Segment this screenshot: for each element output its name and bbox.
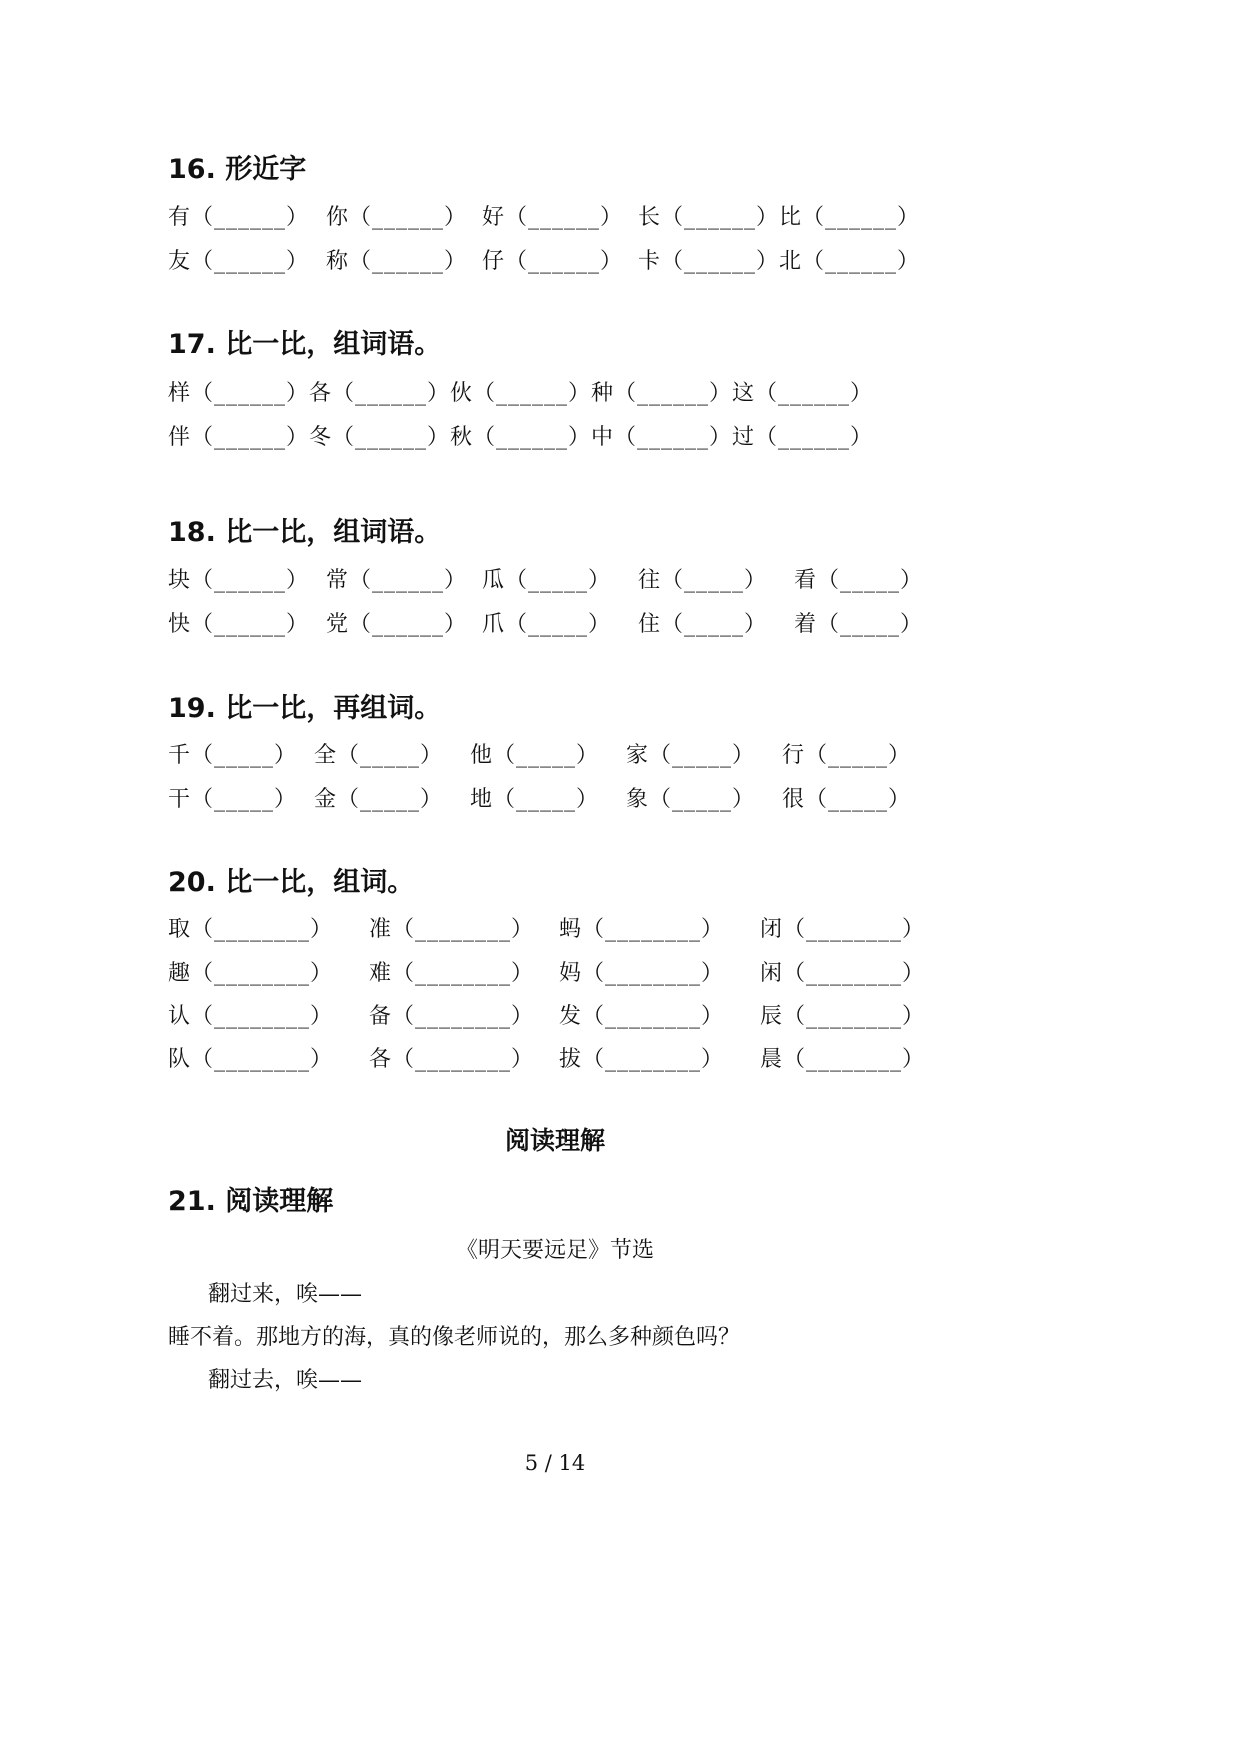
q18-item-2-5: 着（_____） — [794, 612, 924, 637]
q16-item-2-1: 友（______） — [168, 249, 310, 274]
q20-item-1-4: 闭（________） — [760, 917, 926, 942]
q18-item-2-1: 快（______） — [168, 612, 310, 637]
q19-item-2-3: 地（_____） — [470, 787, 600, 812]
q19-item-1-1: 千（_____） — [168, 743, 298, 768]
q20-item-3-2: 备（________） — [369, 1004, 535, 1029]
q20-item-4-3: 拔（________） — [559, 1047, 725, 1072]
passage-line-3: 翻过去，唉—— — [208, 1368, 363, 1393]
q20-item-4-4: 晨（________） — [760, 1047, 926, 1072]
q16-item-1-3: 好（______） — [482, 205, 624, 230]
q16-item-1-1: 有（______） — [168, 205, 310, 230]
q16-item-2-4: 卡（______）北（______） — [638, 249, 921, 274]
q19-item-1-5: 行（_____） — [782, 743, 912, 768]
q17-row-2: 伴（______）冬（______）秋（______）中（______）过（______） — [168, 425, 874, 450]
passage-title: 《明天要远足》节选 — [455, 1238, 654, 1263]
q19-item-2-2: 金（_____） — [314, 787, 444, 812]
passage-line-2: 睡不着。那地方的海，真的像老师说的，那么多种颜色吗？ — [168, 1325, 741, 1350]
q18-item-1-3: 瓜（_____） — [482, 568, 612, 593]
q19-item-1-3: 他（_____） — [470, 743, 600, 768]
q20-item-2-3: 妈（________） — [559, 961, 725, 986]
q17-row-1: 样（______）各（______）伙（______）种（______）这（______） — [168, 381, 874, 406]
q20-item-2-2: 难（________） — [369, 961, 535, 986]
q16-title: 16. 形近字 — [168, 154, 307, 185]
q18-item-2-4: 住（_____） — [638, 612, 768, 637]
page-number: 5 / 14 — [524, 1451, 586, 1475]
q19-item-2-5: 很（_____） — [782, 787, 912, 812]
q20-item-1-1: 取（________） — [168, 917, 334, 942]
q19-item-1-2: 全（_____） — [314, 743, 444, 768]
q18-item-1-5: 看（_____） — [794, 568, 924, 593]
q18-item-2-3: 爪（_____） — [482, 612, 612, 637]
q20-item-4-2: 各（________） — [369, 1047, 535, 1072]
q20-item-2-4: 闲（________） — [760, 961, 926, 986]
q19-item-2-4: 象（_____） — [626, 787, 756, 812]
q20-title: 20. 比一比，组词。 — [168, 867, 415, 898]
q21-title: 21. 阅读理解 — [168, 1186, 334, 1217]
q18-item-1-2: 常（______） — [326, 568, 468, 593]
q16-item-2-2: 称（______） — [326, 249, 468, 274]
q20-item-1-2: 准（________） — [369, 917, 535, 942]
q18-item-2-2: 党（______） — [326, 612, 468, 637]
q16-item-1-4: 长（______）比（______） — [638, 205, 921, 230]
q20-item-2-1: 趣（________） — [168, 961, 334, 986]
q18-title: 18. 比一比，组词语。 — [168, 517, 442, 548]
q19-item-1-4: 家（_____） — [626, 743, 756, 768]
q20-item-3-1: 认（________） — [168, 1004, 334, 1029]
q20-item-1-3: 蚂（________） — [559, 917, 725, 942]
q20-item-4-1: 队（________） — [168, 1047, 334, 1072]
section-title: 阅读理解 — [504, 1126, 605, 1155]
q16-item-2-3: 仔（______） — [482, 249, 624, 274]
q18-item-1-4: 往（_____） — [638, 568, 768, 593]
passage-line-1: 翻过来，唉—— — [208, 1282, 363, 1307]
q18-item-1-1: 块（______） — [168, 568, 310, 593]
q19-title: 19. 比一比，再组词。 — [168, 693, 442, 724]
q16-item-1-2: 你（______） — [326, 205, 468, 230]
q19-item-2-1: 干（_____） — [168, 787, 298, 812]
q17-title: 17. 比一比，组词语。 — [168, 329, 442, 360]
q20-item-3-3: 发（________） — [559, 1004, 725, 1029]
q20-item-3-4: 辰（________） — [760, 1004, 926, 1029]
